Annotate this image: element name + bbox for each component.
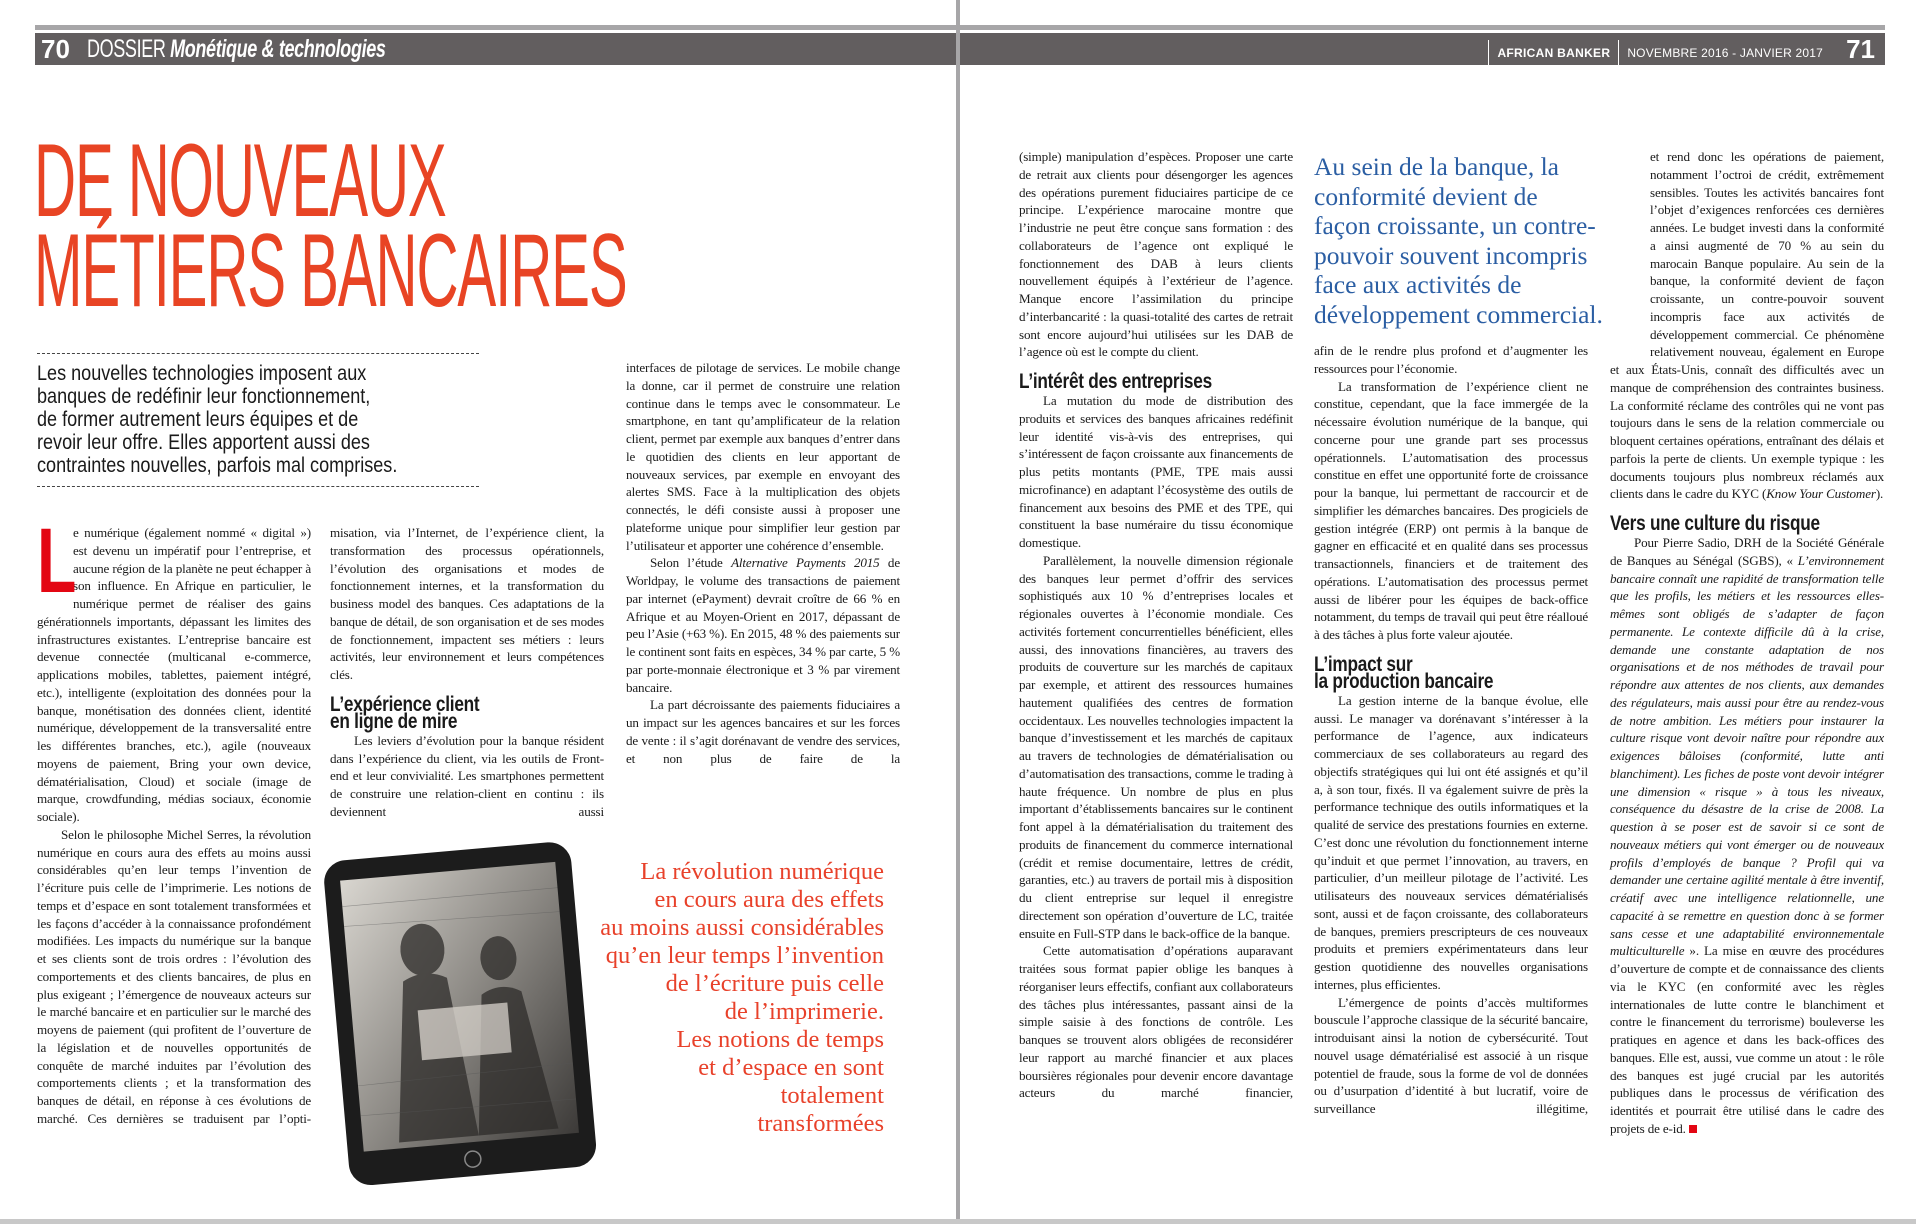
lead-line: banques de redéfinir leur fonctionnement,: [37, 385, 371, 408]
paragraph-text: (simple) manipulation d’espèces. Proposer une carte de retrait aux clients pour désengorger les agences des opérations purement fiduciaires participe de ce principe. L’expérience marocaine montre que l’industrie ne peut être conçue sans formation : des collaborateurs de l’agence ont expliqué le fonctionnement des DAB à leurs clients nouvellement équipés à l’extérieur de l’agence. Manque encore l’assimilation du principe d’interbancarité : la quasi-totalité des cartes de retrait sont encore aujourd’hui utilisées sur les DAB de l’agence où est le compte du client.: [1019, 149, 1293, 360]
text-column-2: [330, 524, 604, 821]
separator: [1488, 40, 1489, 66]
body-paragraph: [1610, 148, 1884, 503]
paragraph-text: ». La mise en œuvre des procédures d’ouverture de compte et de connaissance des clients via le KYC (en conformité avec les règles internationales de lutte contre le blanchiment et contre le financement du terrorisme) bouleverse les pratiques en agence et dans les back-offices des banques. Elle est, aussi, vue comme un atout : le rôle des banques est jugé crucial par les autorités publiques dans le processus de vérification des identités et pourrait être utilisé dans le cadre des projets de e-id.: [1610, 943, 1884, 1136]
text-column-4: [1019, 148, 1293, 1102]
quote-line: face aux activités de: [1314, 270, 1522, 299]
paragraph-text: La mutation du mode de distribution des produits et services des banques africaines redéfinit leur identité vis-à-vis des entreprises, qui s’intéressent de façon croissante aux financements de plus petits montants (PME, TPE mais aussi microfinance) en adaptant l’écosystème des outils de financement aux besoins des PME et des TPE, qui constituent la base numéraire du tissu économique domestique.: [1019, 393, 1293, 550]
quote-line: pouvoir souvent incompris: [1314, 240, 1588, 270]
page-number-left: 70: [41, 34, 70, 64]
quote-line: conformité devient de: [1314, 181, 1538, 211]
heading-line: en ligne de mire: [330, 709, 458, 733]
lead-rule-top: [37, 353, 479, 354]
body-paragraph: [1314, 692, 1588, 994]
body-paragraph: [1314, 342, 1588, 378]
quote-line: façon croissante, un contre-: [1314, 211, 1596, 240]
body-paragraph: [1019, 392, 1293, 552]
paragraph-text: La transformation de l’expérience client ne constitue, cependant, que la face immergée de la nécessaire évolution numérique de la banque, qui concerne pour une grande part ses processus opérationnels. L’automatisation des processus constitue en effet une opportunité forte de croissance pour la banque, lui permettant de raccourcir et de simplifier les démarches bancaires. Des progiciels de gestion intégrée (ERP) ont permis à la banque de gagner en efficacité et en qualité dans ses processus transactionnels, financiers et de traitement des opérations. L’automatisation des processus permet aussi de libérer pour les équipes de back-office notamment, du temps de travail qui peut être réalloué à des tâches à plus forte valeur ajoutée.: [1314, 378, 1588, 642]
body-paragraph: [1610, 534, 1884, 1138]
text-column-3: [626, 359, 900, 767]
paragraph-text: et rend donc les opérations de paiement, notamment l’octroi de crédit, extrêmement sensibles. Toutes les activités bancaires font l’objet d’exigences renforcées ces dernières années. Le budget investi dans la conformité a ainsi augmenté de 70 % au sein du marocain Banque populaire. Au sein de la banque, la conformité devient de façon croissante, un contre-pouvoir souvent incompris face aux activités de développement commercial. Ce phénomène relativement nouveau, également en Europe et aux États-Unis, connaît des difficultés avec un manque de compréhension des contraintes business. La conformité réclame des contrôles qui ne vont pas toujours dans le sens de la relation commerciale ou bloquent certaines opérations, entraînant des délais et parfois la perte de clients. Un exemple typique : les documents toujours plus nombreux réclamés aux clients dans le cadre du KYC (: [1610, 149, 1884, 502]
section-heading: [330, 692, 604, 733]
emphasized-text: Know Your Customer: [1766, 486, 1876, 502]
paragraph-text: de Worldpay, le volume des transactions de paiement par internet (ePayment) devrait croître de 66 % en Afrique et au Moyen-Orient en 2017, dépassant de peu l’Asie (+63 %). En 2015, 48 % des paiements sur le continent sont faits en espèces, 34 % par carte, 5 % par porte-monnaie électronique et 3 % par virement bancaire.: [626, 555, 900, 695]
heading-line: la production bancaire: [1314, 669, 1494, 693]
quote-line: de l’écriture puis celle: [665, 970, 884, 997]
section-heading: [1314, 652, 1588, 693]
heading-line: L’intérêt des entreprises: [1019, 370, 1212, 393]
paragraph-text: misation, via l’Internet, de l’expérience client, la transformation des processus opérationnels, l’évolution des organisations et modes de fonctionnement internes, et la transformation du business model des banques. Ces adaptations de la banque de détail, de son organisation et de ses modes de fonctionnement, impactent ses métiers : leurs activités, leur environnement et leurs compétences clés.: [330, 525, 604, 682]
text-column-5: [1314, 342, 1588, 1118]
quote-line: La révolution numérique: [640, 858, 884, 885]
quote-line: développement commercial.: [1314, 299, 1603, 329]
heading-line: L’impact sur: [1314, 652, 1413, 676]
quote-line: qu’en leur temps l’invention: [605, 942, 884, 969]
paragraph-text: La gestion interne de la banque évolue, elle aussi. Le manager va dorénavant s’intéresser à la performance de l’agence, aux indicateurs commerciaux de ses collaborateurs au regard des objectifs stratégiques qui lui ont été assignés et qu’il a, à son tour, fixés. Il va également suivre de près la performance technique des outils informatiques et la qualité de service des prestations fournies en externe. C’est donc une révolution du fonctionnement interne qu’induit et que permet l’innovation, au travers, en particulier, d’un meilleur pilotage de l’activité. Les utilisateurs des nouveaux services dématérialisés sont, aussi et de façon croissante, des collaborateurs de banques, premiers prescripteurs de ces nouveaux produits et premiers expérimentateurs dans leur gestion quotidienne des nouvelles organisations internes, plus efficientes.: [1314, 692, 1588, 992]
heading-line: Vers une culture du risque: [1610, 512, 1820, 535]
body-paragraph: [1019, 552, 1293, 943]
left-page-header: [35, 33, 956, 65]
heading-line: L’expérience client: [330, 692, 480, 716]
bottom-rule: [0, 1219, 1916, 1224]
end-of-article-icon: [1689, 1125, 1697, 1133]
headline-line: DE NOUVEAUX: [34, 123, 446, 239]
lead-line: de former autrement leurs équipes et de: [37, 408, 359, 431]
right-page-header: [960, 33, 1885, 65]
article-headline: [34, 123, 1092, 329]
pull-quote-wrap-space: [1610, 148, 1650, 344]
body-paragraph: [1019, 942, 1293, 1102]
paragraph-text: Les leviers d’évolution pour la banque résident dans l’expérience du client, via les outils de Front-end et leur convivialité. Les smartphones permettent de construire une relation-client en continu : ils deviennent aussi: [330, 732, 604, 819]
section-heading: [1610, 512, 1884, 535]
body-paragraph: [1314, 994, 1588, 1118]
lead-rule-bottom: [37, 486, 479, 487]
issue-meta: [1480, 40, 1823, 66]
section-heading: [1019, 370, 1293, 393]
headline-line: MÉTIERS BANCAIRES: [34, 213, 627, 329]
topic-label: Monétique & technologies: [170, 35, 386, 63]
text-column-1: [37, 510, 311, 1128]
page-number-right: 71: [1846, 34, 1875, 64]
lead-line: Les nouvelles technologies imposent aux: [37, 362, 367, 385]
pull-quote-right: [1314, 152, 1603, 329]
article-lead: [37, 362, 456, 477]
body-paragraph: [1314, 378, 1588, 644]
issue-date: NOVEMBRE 2016 - JANVIER 2017: [1627, 46, 1823, 60]
body-paragraph: [626, 359, 900, 554]
quote-line: en cours aura des effets: [654, 886, 884, 913]
quote-line: totalement: [780, 1082, 884, 1109]
paragraph-text: La part décroissante des paiements fiduciaires a un impact sur les agences bancaires et sur les forces de vente : il s’agit dorénavant de vendre des services, et non plus de faire de la: [626, 697, 900, 766]
emphasized-text: Alternative Payments 2015: [731, 555, 880, 571]
paragraph-text: afin de le rendre plus profond et d’augmenter les ressources pour l’économie.: [1314, 343, 1588, 376]
quote-line: au moins aussi considérables: [600, 914, 884, 941]
lead-line: revoir leur offre. Elles apportent aussi des: [37, 431, 370, 454]
body-paragraph: [37, 510, 311, 826]
body-paragraph: [330, 524, 604, 684]
separator: [1618, 40, 1619, 66]
paragraph-text: Pour Pierre Sadio, DRH de la Société Générale de Banques au Sénégal (SGBS), «: [1610, 535, 1884, 568]
body-paragraph: [330, 732, 604, 821]
paragraph-text: Selon le philosophe Michel Serres, la révolution numérique en cours aura des effets au moins aussi considérables qu’en leur temps l’invention de l’écriture puis celle de l’imprimerie. Les notions de temps et d’espace en sont totalement transformées et les façons d’accéder à la connaissance profondément modifiées. Les impacts du numérique sur la banque et ses clients sont de trois ordres : l’évolution des comportements et des clients bancaires, de plus en plus exigeant ; l’émergence de nouveaux acteurs sur le marché bancaire et en particulier sur le marché des moyens de paiement (qui profitent de l’ouverture de la législation et de nouvelles opportunités de conquête de marché induites par l’évolution des comportements clients ; et la transformation des banques de détail, en réponse à ces évolutions de marché. Ces dernières se traduisent par l’opti-: [37, 826, 311, 1126]
quote-line: de l’imprimerie.: [724, 998, 884, 1025]
quote-line: et d’espace en sont: [698, 1054, 884, 1081]
body-paragraph: [1019, 148, 1293, 361]
quote-line: transformées: [757, 1110, 884, 1137]
section-label: DOSSIER: [87, 35, 166, 63]
quote-line: Les notions de temps: [676, 1026, 884, 1053]
drop-cap: L: [37, 510, 77, 612]
paragraph-text: Selon l’étude: [650, 555, 732, 571]
section-kicker: [87, 35, 386, 64]
paragraph-text: e numérique (également nommé « digital ») est devenu un impératif pour l’entreprise, et aucune région de la planète ne peut échapper à son influence. En Afrique en particulier, le numérique permet de réaliser des gains générationnels importants, dépassant les limites des infrastructures existantes. L’entreprise bancaire est devenue connectée (multicanal e-commerce, applications mobiles, tablettes, paiement intégré, etc.), intelligente (exploitation des données pour la banque, monétisation des données client, identité numérique, développement de la transversalité entre les différentes branches, etc.), agile (nouveaux moyens de paiement, Bring your own device, dématérialisation, Cloud) et sociale (image de marque, crowdfunding, médias sociaux, économie sociale).: [37, 525, 311, 824]
magazine-name: AFRICAN BANKER: [1497, 46, 1611, 60]
quote-line: Au sein de la banque, la: [1314, 152, 1560, 181]
body-paragraph: [37, 826, 311, 1128]
pull-quote-left: [560, 858, 884, 1138]
paragraph-text: L’émergence de points d’accès multiformes bouscule l’approche classique de la sécurité bancaire, introduisant ainsi la notion de cybersécurité. Tout nouvel usage dématérialisé est associé à un risque potentiel de fraude, sous la forme de vol de données ou d’usurpation d’identité à but lucratif, voire de surveillance illégitime,: [1314, 994, 1588, 1116]
body-paragraph: [626, 696, 900, 767]
paragraph-text: ).: [1875, 486, 1884, 502]
paragraph-text: interfaces de pilotage de services. Le mobile change la donne, car il permet de construire une relation continue dans le temps avec le consommateur. Le smartphone, en tant qu’amplificateur de la relation client, permet par exemple aux banques d’entrer dans le quotidien des clients en leur apportant de nouveaux services, par exemple en envoyant des alertes SMS. Face à la multiplication des objets connectés, le défi consiste aussi à proposer une plateforme unique pour simplifier leur gestion par l’utilisateur et apporter une cohérence d’ensemble.: [626, 360, 900, 553]
paragraph-text: Parallèlement, la nouvelle dimension régionale des banques leur permet d’offrir des services sophistiqués aux 10 % d’entreprises locales et régionales ouvertes à l’économie mondiale. Ces activités fortement concurrentielles bénéficient, elles aussi, des innovations financières, au travers des produits de couverture sur les marchés de capitaux par exemple, et attirent des ressources humaines hautement qualifiées des centres de formation occidentaux. Les nouvelles technologies impactent la banque d’investissement et les marchés de capitaux au travers de technologies de dématérialisation ou d’automatisation des transactions, comme le trading à haute fréquence. Un nombre de plus en plus important d’établissements bancaires sur le continent font appel à la dématérialisation du traitement des produits de financement du commerce international (crédit et remise documentaire, lettres de crédit, garanties, etc.) au travers de portail mis à disposition du client entreprise sur lequel il enregistre directement son opération d’ouverture de LC, traitée ensuite en Full-STP dans le back-office de la banque.: [1019, 552, 1293, 941]
emphasized-text: L’environnement bancaire connaît une rapidité de transformation telle que les profils, les métiers et les ressources elles-mêmes sont obligés de s’adapter de façon permanente. Le contexte difficile dû à la crise, demande une constante adaptation de nos organisations et de nos méthodes de travail pour répondre aux attentes de nos clients, aux demandes des régulateurs, mais aussi pour être au rendez-vous de notre ambition. Les métiers pour instaurer la culture risque vont devoir naître pour répondre aux exigences bâloises (conformité, lutte anti blanchiment). Les fiches de poste vont devoir intégrer une dimension « risque » à tous les niveaux, conséquence du désastre de la crise de 2008. La question à se poser est de savoir si ce sont de nouveaux métiers qui vont émerger ou de nouveaux profils d’employés de banque ? Profil qui va demander une certaine agilité mentale à être inventif, créatif avec une intelligence relationnelle, une capacité à se remettre en question donc à se former sans cesse et une adaptabilité environnementale multiculturelle: [1610, 552, 1884, 959]
top-rule: [35, 25, 1885, 30]
text-column-6: [1610, 148, 1884, 1138]
lead-line: contraintes nouvelles, parfois mal comprises.: [37, 454, 398, 477]
body-paragraph: [626, 554, 900, 696]
paragraph-text: Cette automatisation d’opérations auparavant traitées sous format papier oblige les banques à réorganiser leurs effectifs, confiant aux collaborateurs des tâches plus intéressantes, passant ainsi de la simple saisie à des fonctions de contrôle. Les banques se trouvent alors obligées de reconsidérer leur rapport au marché financier et aux places boursières régionales pour devenir encore davantage acteurs du marché financier,: [1019, 943, 1293, 1101]
